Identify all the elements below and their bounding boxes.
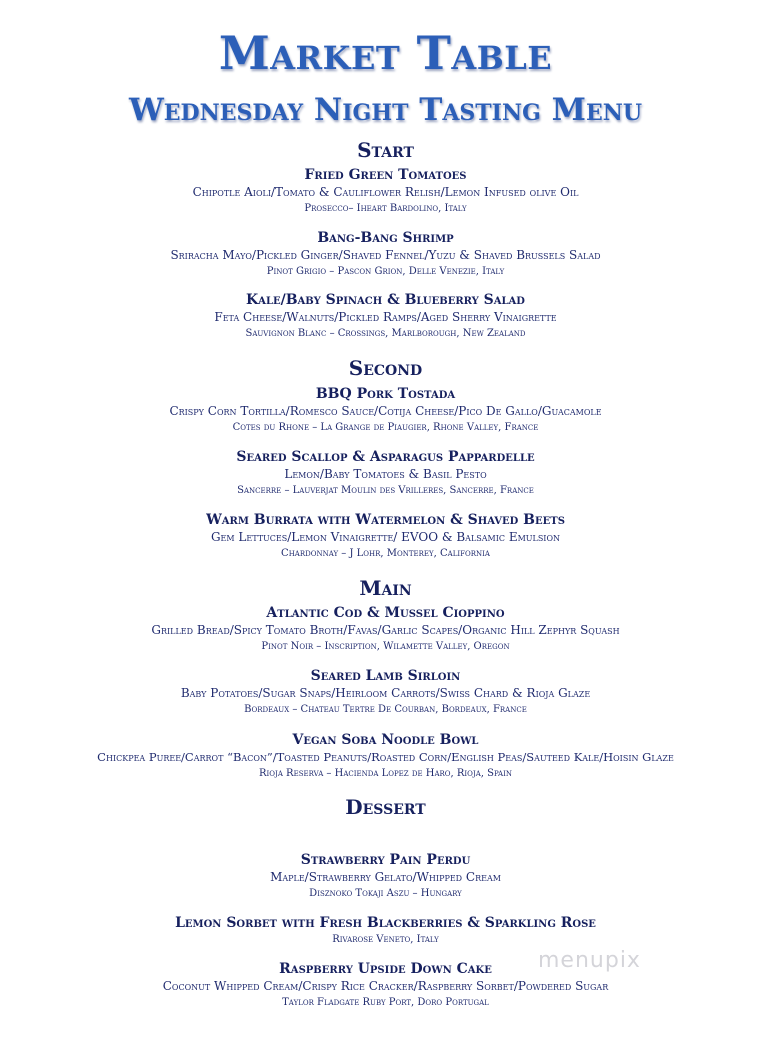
dish-item [0,166,771,216]
dish-description: Lemon/Baby Tomatoes & Basil Pesto [284,467,487,481]
dish-item [0,448,771,498]
menu-title: Wednesday Night Tasting Menu [128,92,643,128]
dish-name: Atlantic Cod & Mussel Cioppino [266,605,505,621]
dish-description: Crispy Corn Tortilla/Romesco Sauce/Cotija Cheese/Pico De Gallo/Guacamole [169,404,602,418]
dish-item [0,291,771,341]
dish-description: Baby Potatoes/Sugar Snaps/Heirloom Carrots/Swiss Chard & Rioja Glaze [180,686,591,700]
wine-pairing: Pinot Grigio – Pascon Grion, Delle Venezie, Italy [266,266,505,277]
dish-description: Grilled Bread/Spicy Tomato Broth/Favas/Garlic Scapes/Organic Hill Zephyr Squash [151,623,620,637]
section-heading-second: Second [348,356,423,380]
section-heading-dessert: Dessert [345,795,426,819]
dish-description: Chickpea Puree/Carrot “Bacon”/Toasted Peanuts/Roasted Corn/English Peas/Sauteed Kale/Hoisin Glaze [97,750,674,764]
dish-item [0,604,771,654]
wine-pairing: Rivarose Veneto, Italy [332,934,439,945]
dish-name: Seared Scallop & Asparagus Pappardelle [236,449,535,465]
wine-pairing: Pinot Noir – Inscription, Wilamette Valley, Oregon [261,641,510,652]
wine-pairing: Prosecco– Iheart Bardolino, Italy [304,203,467,214]
dish-description: Chipotle Aioli/Tomato & Cauliflower Relish/Lemon Infused olive Oil [192,185,579,199]
wine-pairing: Cotes du Rhone – La Grange de Piaugier, Rhone Valley, France [232,422,539,433]
dish-name: Seared Lamb Sirloin [310,668,461,684]
dish-description: Feta Cheese/Walnuts/Pickled Ramps/Aged Sherry Vinaigrette [214,310,557,324]
dish-description: Sriracha Mayo/Pickled Ginger/Shaved Fennel/Yuzu & Shaved Brussels Salad [170,248,601,262]
dish-item [0,667,771,717]
dish-name: Kale/Baby Spinach & Blueberry Salad [246,292,525,308]
dish-item [0,385,771,435]
dish-item [0,731,771,781]
dish-description: Gem Lettuces/Lemon Vinaigrette/ EVOO & Balsamic Emulsion [210,530,561,544]
wine-pairing: Bordeaux – Chateau Tertre De Courban, Bordeaux, France [244,704,527,715]
dish-name: Raspberry Upside Down Cake [279,961,492,977]
wine-pairing: Sauvignon Blanc – Crossings, Marlborough, New Zealand [245,328,526,339]
watermark-text: menupix [538,948,641,973]
dish-description: Coconut Whipped Cream/Crispy Rice Cracker/Raspberry Sorbet/Powdered Sugar [162,979,609,993]
wine-pairing: Taylor Fladgate Ruby Port, Doro Portugal [282,997,489,1008]
wine-pairing: Rioja Reserva – Hacienda Lopez de Haro, Rioja, Spain [258,768,512,779]
wine-pairing: Chardonnay – J Lohr, Monterey, California [281,548,490,559]
restaurant-title: Market Table [218,26,553,80]
dish-name: Fried Green Tomatoes [304,167,467,183]
dish-item [0,851,771,901]
dish-name: Vegan Soba Noodle Bowl [292,732,479,748]
dish-name: Warm Burrata with Watermelon & Shaved Beets [206,512,565,528]
dish-name: Bang-Bang Shrimp [317,230,454,246]
section-heading-main: Main [359,576,412,600]
wine-pairing: Disznoko Tokaji Aszu – Hungary [309,888,462,899]
dish-item [0,511,771,561]
wine-pairing: Sancerre – Lauverjat Moulin des Vrilleres, Sancerre, France [237,485,534,496]
dish-name: Lemon Sorbet with Fresh Blackberries & Sparkling Rose [175,915,596,931]
dish-item [0,229,771,279]
dish-item [0,914,771,947]
section-heading-start: Start [357,138,414,162]
dish-description: Maple/Strawberry Gelato/Whipped Cream [270,870,501,884]
dish-name: BBQ Pork Tostada [315,386,456,402]
dish-name: Strawberry Pain Perdu [300,852,471,868]
dish-item [0,960,771,1010]
